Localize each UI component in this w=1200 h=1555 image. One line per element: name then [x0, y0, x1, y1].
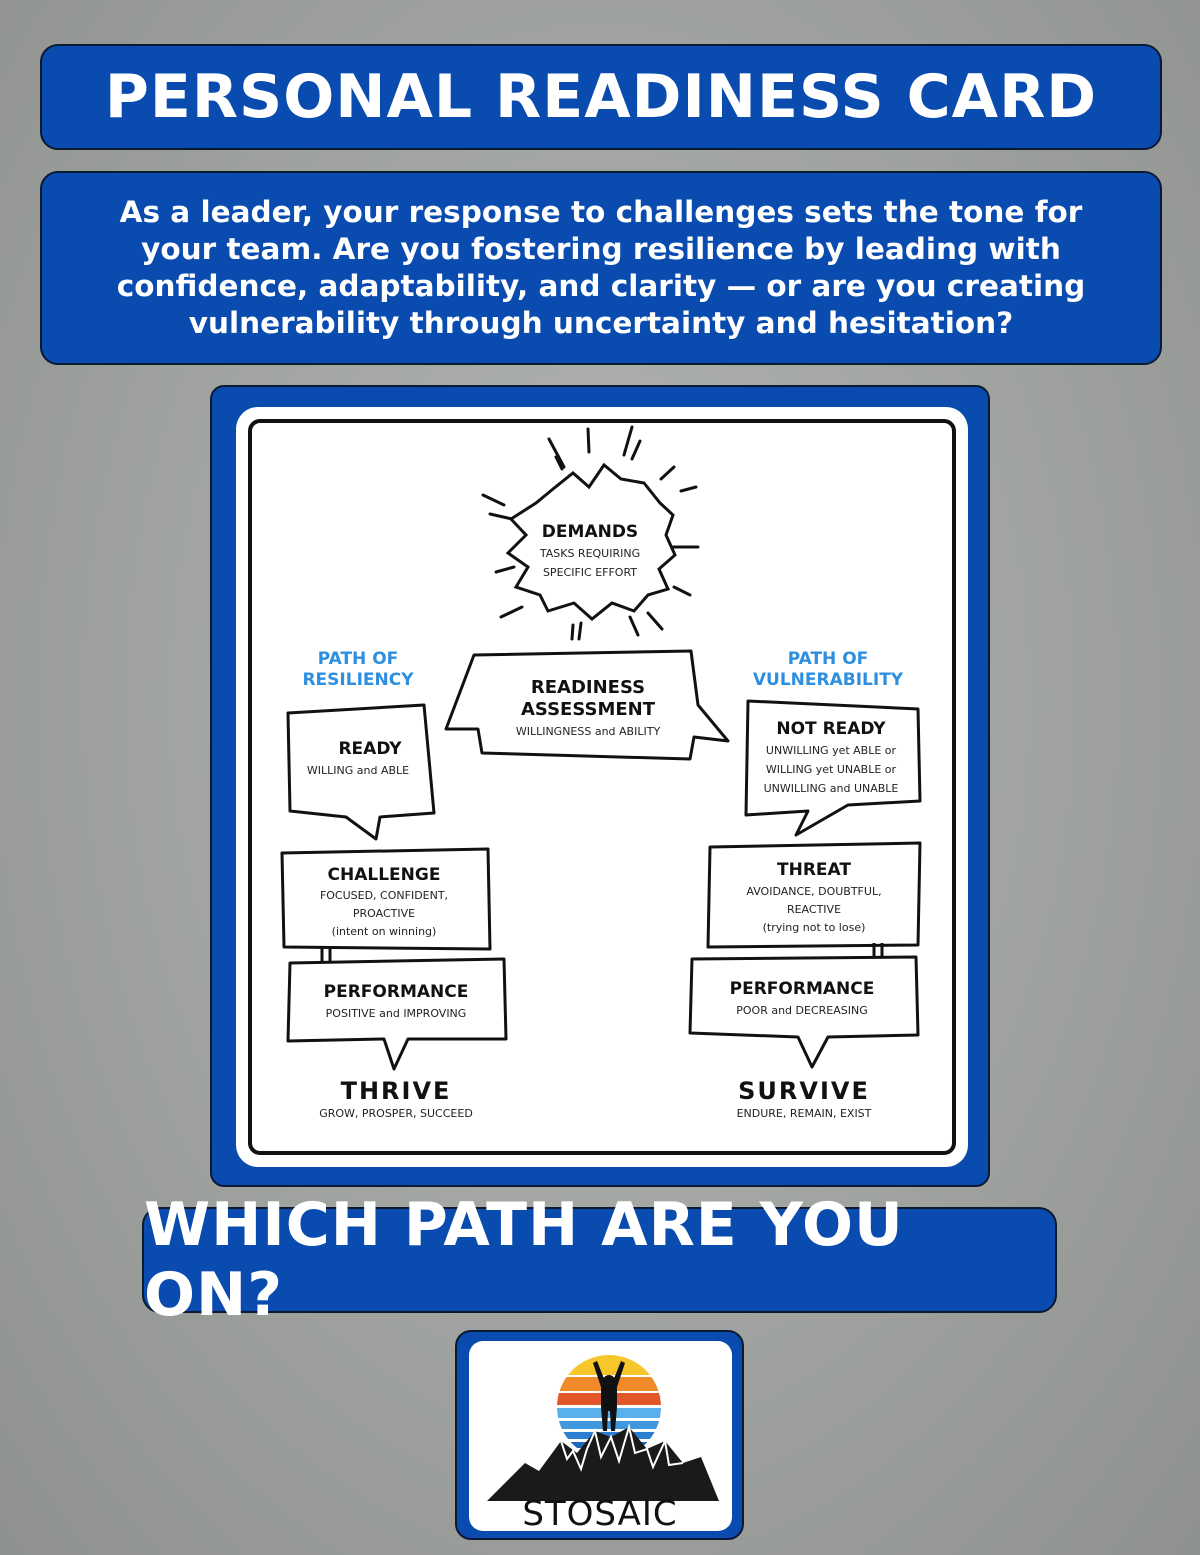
threat-sub1: AVOIDANCE, DOUBTFUL, [746, 885, 882, 898]
ready-title: READY [338, 739, 402, 759]
left-performance-sub: POSITIVE and IMPROVING [325, 1007, 467, 1020]
resiliency-label-2: RESILIENCY [302, 670, 414, 690]
intro-banner [40, 171, 1162, 365]
demands-sub2: SPECIFIC EFFORT [542, 566, 638, 579]
logo-frame [455, 1330, 744, 1540]
logo-wordmark: STOSAIC [522, 1494, 678, 1531]
question-banner [142, 1190, 1057, 1330]
threat-sub3: (trying not to lose) [762, 921, 866, 934]
demands-title: DEMANDS [541, 522, 639, 542]
assessment-sub: WILLINGNESS and ABILITY [515, 725, 661, 738]
vulnerability-label-2: VULNERABILITY [752, 670, 904, 690]
left-performance-title: PERFORMANCE [323, 982, 469, 1002]
not-ready-sub3: UNWILLING and UNABLE [763, 782, 899, 795]
stosaic-logo [469, 1341, 732, 1531]
right-performance-title: PERFORMANCE [729, 979, 875, 999]
right-performance-sub: POOR and DECREASING [736, 1004, 868, 1017]
readiness-diagram [236, 407, 968, 1167]
page-title: PERSONAL READINESS CARD [104, 62, 1098, 132]
title-banner [40, 44, 1162, 150]
not-ready-title: NOT READY [776, 719, 886, 739]
closing-question: WHICH PATH ARE YOU ON? [144, 1190, 904, 1330]
assessment-title-1: READINESS [530, 677, 646, 698]
challenge-sub1: FOCUSED, CONFIDENT, [319, 889, 449, 902]
survive-title: SURVIVE [738, 1077, 870, 1105]
challenge-sub2: PROACTIVE [352, 907, 416, 920]
challenge-title: CHALLENGE [327, 865, 441, 885]
assessment-title-2: ASSESSMENT [520, 699, 656, 720]
diagram-frame [210, 385, 990, 1187]
not-ready-sub1: UNWILLING yet ABLE or [765, 744, 897, 757]
intro-text: As a leader, your response to challenges sets the tone for your team. Are you fostering resilience by leading with confidence, adaptability, and clarity — or are you creating vulnerability through uncertainty and hesitation? [116, 195, 1086, 340]
ready-sub: WILLING and ABLE [306, 764, 410, 777]
challenge-sub3: (intent on winning) [331, 925, 437, 938]
resiliency-label-1: PATH OF [317, 649, 399, 669]
logo-card [469, 1341, 732, 1531]
demands-sub1: TASKS REQUIRING [539, 547, 641, 560]
diagram-card [236, 407, 968, 1167]
threat-sub2: REACTIVE [786, 903, 842, 916]
survive-sub: ENDURE, REMAIN, EXIST [736, 1107, 872, 1120]
thrive-sub: GROW, PROSPER, SUCCEED [319, 1107, 473, 1120]
not-ready-sub2: WILLING yet UNABLE or [765, 763, 897, 776]
thrive-title: THRIVE [340, 1077, 452, 1105]
mountain-icon [487, 1427, 719, 1501]
threat-title: THREAT [777, 860, 851, 880]
vulnerability-label-1: PATH OF [787, 649, 869, 669]
